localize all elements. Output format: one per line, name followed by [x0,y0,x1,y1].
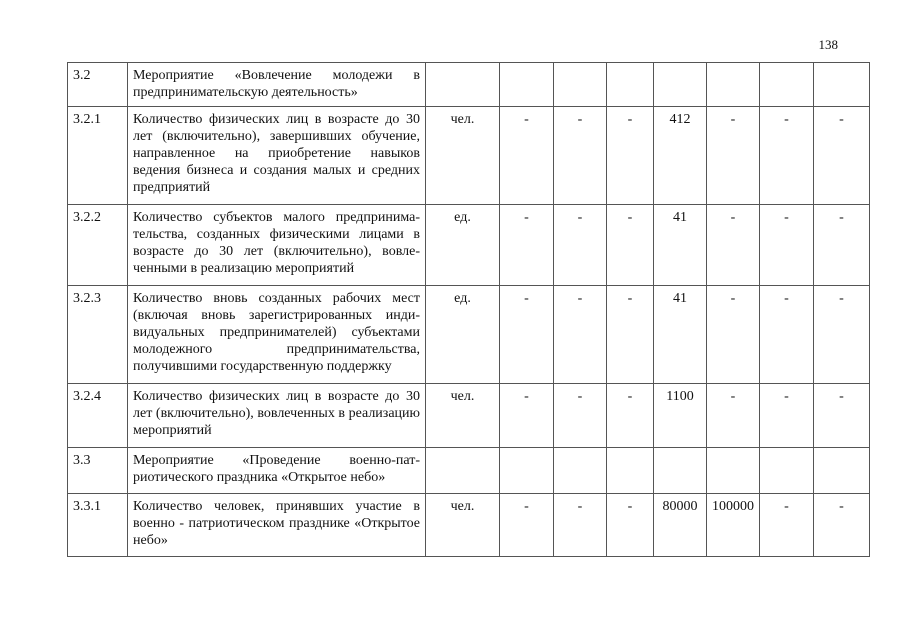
row-value [654,63,707,107]
row-value: - [500,494,554,557]
row-value [607,63,654,107]
row-value [654,448,707,494]
row-value: - [707,384,760,448]
table-row [68,205,870,286]
row-value: - [554,107,607,205]
row-value: - [760,286,814,384]
row-value: - [554,494,607,557]
row-description: Количество субъектов малого предпринима-тельства, созданных физическими лицами в возрасте до 30 лет (включительно), вовле-ченными в реализацию мероприятий [128,205,426,286]
row-value: - [760,384,814,448]
row-unit: чел. [426,494,500,557]
row-value [814,448,870,494]
row-value: 41 [654,205,707,286]
row-number: 3.2.2 [68,205,128,286]
row-value: - [760,205,814,286]
row-value [554,448,607,494]
row-number: 3.2.1 [68,107,128,205]
row-value: - [607,384,654,448]
row-value: - [500,205,554,286]
row-value [707,448,760,494]
row-value: - [500,286,554,384]
row-number: 3.2.3 [68,286,128,384]
row-description: Количество физических лиц в возрасте до 30 лет (включительно), завершивших обучение, направленное на приобретение навыков ведения бизнеса и создания малых и средних предприятий [128,107,426,205]
row-value [760,448,814,494]
row-value: 1100 [654,384,707,448]
row-description: Количество вновь созданных рабочих мест (включая вновь зарегистрированных инди-видуальных предпринимателей) субъектами молодежного предпринимательства, получившими государственную поддержку [128,286,426,384]
row-value: - [500,107,554,205]
row-number: 3.2.4 [68,384,128,448]
table-row [68,63,870,107]
row-value: - [814,107,870,205]
row-value: - [707,286,760,384]
row-value [500,63,554,107]
row-value [760,63,814,107]
table-row [68,448,870,494]
row-value: - [500,384,554,448]
row-value: - [554,384,607,448]
row-value: - [607,205,654,286]
row-value: - [554,286,607,384]
row-value: - [814,494,870,557]
row-value: - [814,205,870,286]
row-value: 80000 [654,494,707,557]
row-value [500,448,554,494]
indicators-table [67,62,870,557]
row-value: - [607,107,654,205]
row-description: Мероприятие «Вовлечение молодежи в предпринимательскую деятельность» [128,63,426,107]
row-value: - [814,286,870,384]
row-unit [426,63,500,107]
row-unit: чел. [426,107,500,205]
row-value: - [707,205,760,286]
row-value [814,63,870,107]
row-description: Количество человек, принявших участие в военно - патриотическом празднике «Открытое небо» [128,494,426,557]
row-value: - [554,205,607,286]
row-description: Количество физических лиц в возрасте до 30 лет (включительно), вовлеченных в реализацию мероприятий [128,384,426,448]
table-row [68,107,870,205]
row-value: - [607,286,654,384]
page-number: 138 [818,37,838,52]
table-row [68,384,870,448]
row-value [707,63,760,107]
row-number: 3.3 [68,448,128,494]
row-value: - [607,494,654,557]
row-value: 100000 [707,494,760,557]
row-unit: чел. [426,384,500,448]
row-value: - [760,494,814,557]
row-value: 412 [654,107,707,205]
row-unit: ед. [426,205,500,286]
row-value: 41 [654,286,707,384]
row-value: - [760,107,814,205]
row-unit [426,448,500,494]
row-number: 3.3.1 [68,494,128,557]
row-description: Мероприятие «Проведение военно-пат-риотического праздника «Открытое небо» [128,448,426,494]
row-value: - [707,107,760,205]
table-row [68,494,870,557]
row-value: - [814,384,870,448]
table-row [68,286,870,384]
row-value [554,63,607,107]
row-unit: ед. [426,286,500,384]
row-value [607,448,654,494]
row-number: 3.2 [68,63,128,107]
